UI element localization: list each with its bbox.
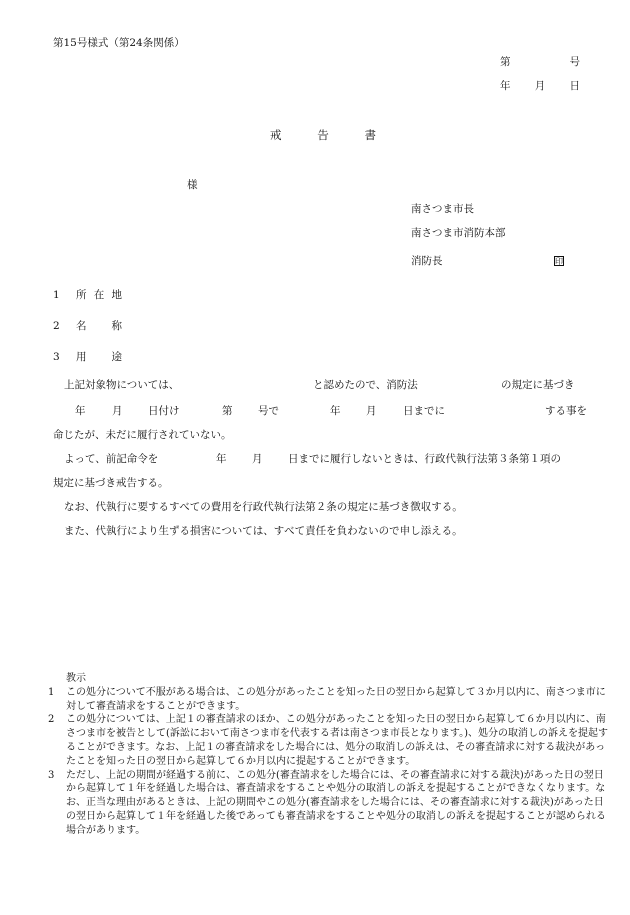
body-line2-month: 月: [112, 405, 123, 417]
note-number: 3: [48, 769, 55, 781]
item-number: 2: [53, 320, 60, 332]
issuer-line2: 南さつま市消防本部: [411, 227, 506, 239]
item-label-char: 用: [76, 351, 87, 363]
date-year: 年: [500, 80, 511, 92]
item-number: 1: [53, 289, 60, 301]
issuer-line3: 消防長: [411, 255, 443, 267]
item-label-char: 名: [76, 320, 87, 332]
title-char: 書: [364, 128, 376, 142]
body-line2-year: 年: [75, 405, 86, 417]
body-line2-no-prefix: 第: [222, 405, 233, 417]
date-month: 月: [534, 80, 546, 92]
note-text: この処分については、上記１の審査請求のほか、この処分があったことを知った日の翌日から起算して６か月以内に、南さつま市を被告として(訴訟において南さつま市を代表する者は南さつま市長となります。)、処分の取消しの訴えを提起することができます。なお、上記１の審査請求をした場合には、処分の取消しの訴えは、その審査請求に対する裁決があったことを知った日の翌日から起算して６か月以内に提起することができます。: [66, 714, 609, 767]
note-item: [48, 686, 608, 714]
body-line2-no-suffix: 号で: [258, 405, 279, 417]
number-prefix: 第: [500, 56, 511, 68]
body-line5: 規定に基づき戒告する。: [53, 477, 169, 489]
item-label-use: [76, 351, 122, 365]
body-line2-day-given: 日付け: [148, 405, 180, 417]
notes-heading: 教示: [66, 673, 86, 684]
note-text: この処分について不服がある場合は、この処分があったことを知った日の翌日から起算して３か月以内に、南さつま市に対して審査請求をすることができます。: [66, 686, 606, 712]
body-line4-b: 日までに履行しないときは、行政代執行法第３条第１項の: [288, 453, 561, 465]
title-char: 戒: [270, 128, 282, 142]
item-label-char: 途: [111, 351, 122, 363]
item-label-char: 称: [111, 320, 122, 332]
note-text: ただし、上記の期間が経過する前に、この処分(審査請求をした場合には、その審査請求に対する裁決)があった日の翌日から起算して１年を経過した場合は、審査請求をすることや処分の取消しの訴えを提起することができなくなります。なお、正当な理由があるときは、上記の期間やこの処分(審査請求をした場合には、その審査請求に対する裁決)があった日の翌日から起算して１年を経過した後であっても審査請求をすることや処分の取消しの訴えを提起することが認められる場合があります。: [66, 769, 606, 836]
item-label-char: 所: [76, 289, 87, 301]
body-line2-do: する事を: [545, 405, 587, 417]
issuer-line1: 南さつま市長: [411, 203, 474, 215]
body-line4-month: 月: [252, 453, 263, 465]
item-label-location: [76, 289, 122, 303]
document-date: [500, 80, 580, 94]
note-item: [48, 769, 608, 838]
body-line3: 命じたが、未だに履行されていない。: [53, 429, 232, 441]
note-item: [48, 713, 608, 768]
body-line2-month2: 月: [366, 405, 377, 417]
item-label-char: 在: [93, 289, 105, 301]
date-day: 日: [569, 80, 580, 92]
body-line6: なお、代執行に要するすべての費用を行政代執行法第２条の規定に基づき徴収する。: [64, 501, 463, 513]
document-title: [270, 128, 376, 143]
body-line1-b: と認めたので、消防法: [313, 379, 418, 391]
body-line2-year2: 年: [330, 405, 341, 417]
body-line4-year: 年: [216, 453, 227, 465]
body-line2-by-day: 日までに: [403, 405, 445, 417]
seal-icon: 印: [555, 257, 563, 266]
document-number: [500, 56, 580, 70]
notes-section: [48, 672, 608, 838]
number-suffix: 号: [569, 56, 580, 68]
seal-mark: [554, 255, 564, 269]
item-number: 3: [53, 351, 60, 363]
body-line1-c: の規定に基づき: [501, 379, 575, 391]
item-label-char: 地: [111, 289, 122, 301]
form-id: 第15号様式（第24条関係）: [53, 37, 185, 49]
note-number: 2: [48, 714, 55, 726]
note-number: 1: [48, 686, 55, 698]
body-line4-a: よって、前記命令を: [64, 453, 159, 465]
title-char: 告: [317, 128, 329, 142]
item-label-name: [76, 320, 122, 334]
body-line1-a: 上記対象物については、: [64, 379, 180, 391]
addressee-suffix: 様: [187, 179, 198, 191]
body-line7: また、代執行により生ずる損害については、すべて責任を負わないので申し添える。: [64, 525, 463, 537]
